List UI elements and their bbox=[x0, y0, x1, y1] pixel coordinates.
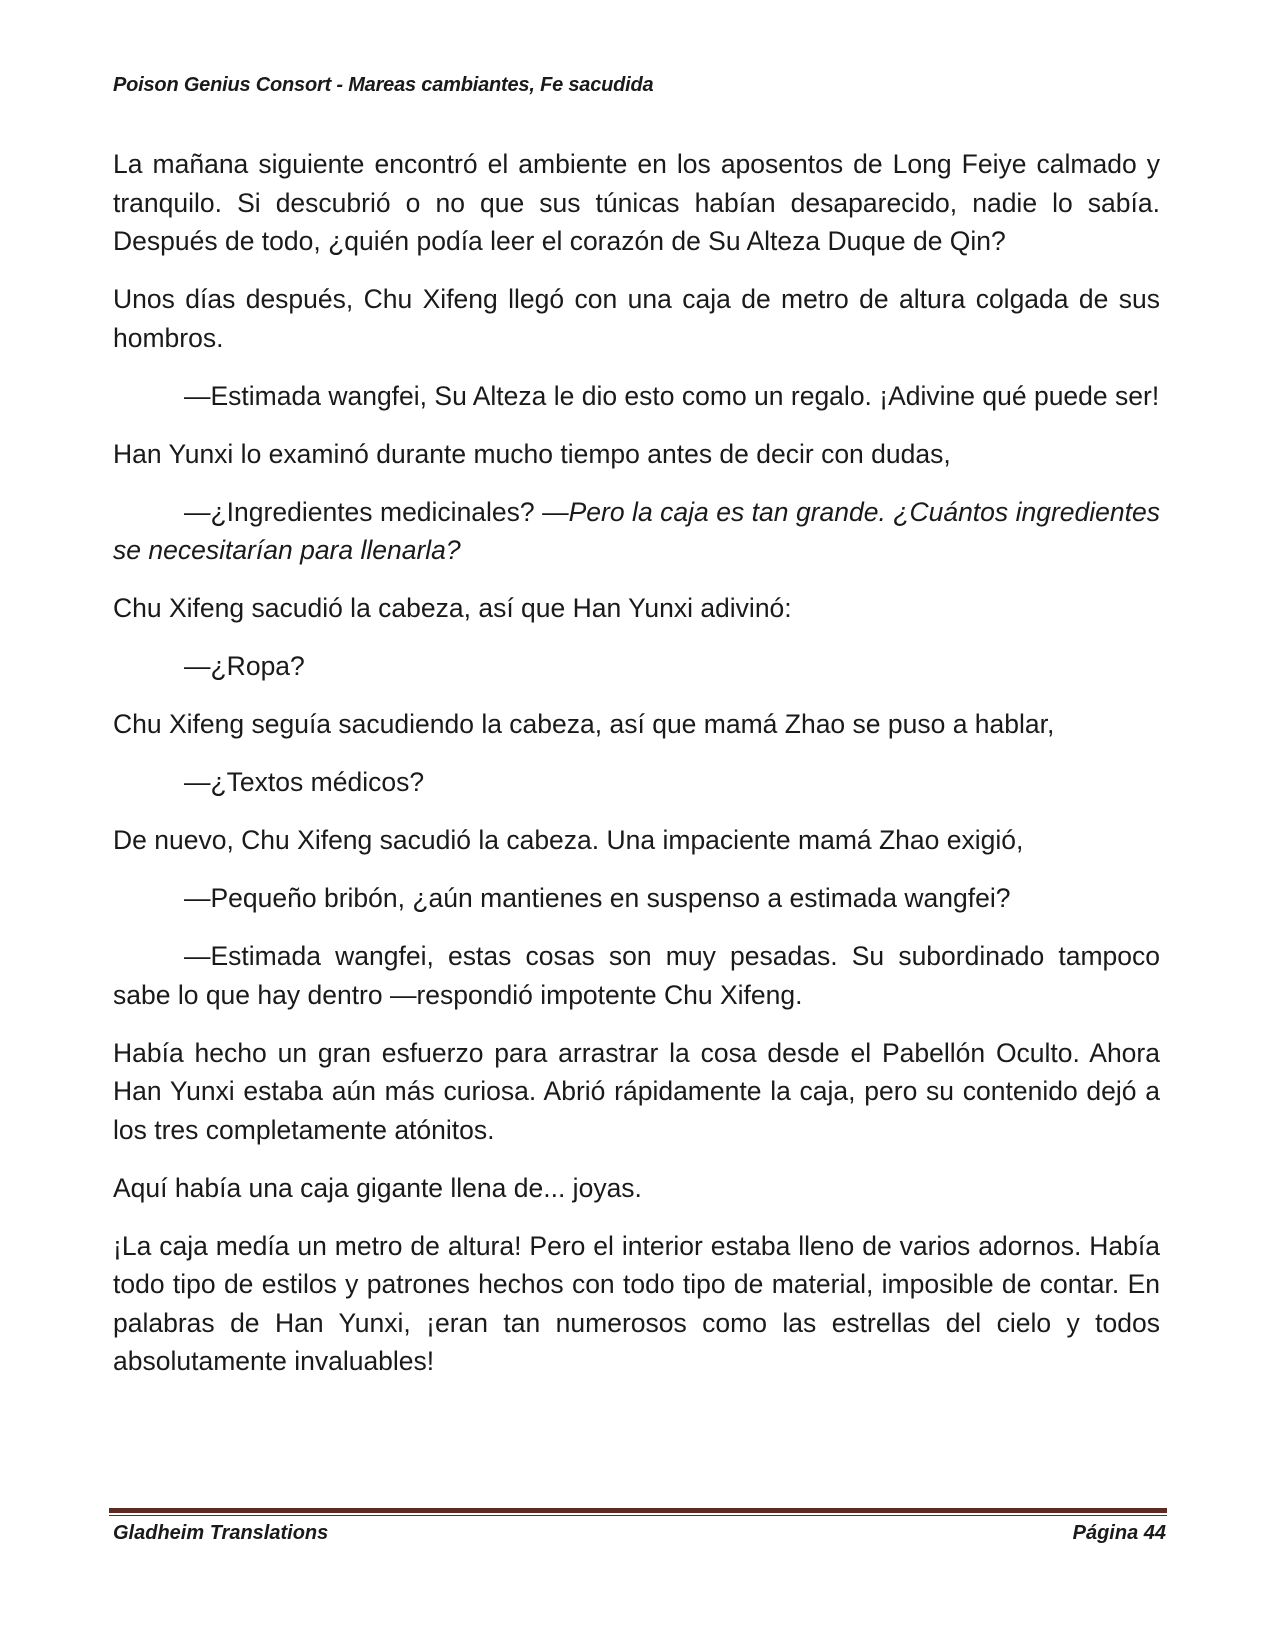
footer-page-number: Página 44 bbox=[1072, 1522, 1166, 1544]
dialogue-paragraph: —Estimada wangfei, estas cosas son muy pesadas. Su subordinado tampoco sabe lo que hay dentro —respondió impotente Chu Xifeng. bbox=[113, 941, 1160, 1010]
paragraph: Unos días después, Chu Xifeng llegó con una caja de metro de altura colgada de sus hombros. bbox=[113, 284, 1160, 353]
footer-translator-credit: Gladheim Translations bbox=[113, 1522, 329, 1544]
dialogue-paragraph: —Estimada wangfei, Su Alteza le dio esto como un regalo. ¡Adivine qué puede ser! bbox=[184, 380, 1160, 411]
document-body bbox=[113, 145, 1160, 1400]
paragraph: Había hecho un gran esfuerzo para arrastrar la cosa desde el Pabellón Oculto. Ahora Han Yunxi estaba aún más curiosa. Abrió rápidamente la caja, pero su contenido dejó a los tres completamente atónitos. bbox=[113, 1037, 1160, 1145]
dialogue-paragraph: —Pequeño bribón, ¿aún mantienes en suspenso a estimada wangfei? bbox=[184, 883, 1011, 913]
footer-divider-thin bbox=[109, 1515, 1167, 1516]
paragraph: De nuevo, Chu Xifeng sacudió la cabeza. Una impaciente mamá Zhao exigió, bbox=[113, 825, 1024, 855]
paragraph: ¡La caja medía un metro de altura! Pero el interior estaba lleno de varios adornos. Había todo tipo de estilos y patrones hechos con todo tipo de material, imposible de contar. En palabras de Han Yunxi, ¡eran tan numerosos como las estrellas del cielo y todos absolutamente invaluables! bbox=[113, 1230, 1160, 1376]
dialogue-paragraph: —¿Ropa? bbox=[184, 651, 305, 681]
inner-thought: Pero la caja es tan grande. ¿Cuántos ingredientes se necesitarían para llenarla? bbox=[113, 496, 1160, 565]
footer-divider-thick bbox=[109, 1508, 1167, 1513]
paragraph: Aquí había una caja gigante llena de... joyas. bbox=[113, 1172, 642, 1203]
paragraph: Chu Xifeng sacudió la cabeza, así que Han Yunxi adivinó: bbox=[113, 593, 792, 623]
page-header-title: Poison Genius Consort - Mareas cambiantes, Fe sacudida bbox=[113, 74, 654, 96]
footer-divider bbox=[109, 1508, 1167, 1516]
dialogue-paragraph: —¿Textos médicos? bbox=[184, 767, 425, 797]
paragraph: La mañana siguiente encontró el ambiente en los aposentos de Long Feiye calmado y tranquilo. Si descubrió o no que sus túnicas habían desaparecido, nadie lo sabía. Después de todo, ¿quién podía leer el corazón de Su Alteza Duque de Qin? bbox=[113, 149, 1160, 256]
paragraph: Han Yunxi lo examinó durante mucho tiempo antes de decir con dudas, bbox=[113, 438, 951, 469]
dialogue-speech: —¿Ingredientes medicinales? — bbox=[184, 496, 569, 527]
paragraph: Chu Xifeng seguía sacudiendo la cabeza, así que mamá Zhao se puso a hablar, bbox=[113, 709, 1055, 739]
dialogue-paragraph bbox=[113, 493, 1160, 570]
